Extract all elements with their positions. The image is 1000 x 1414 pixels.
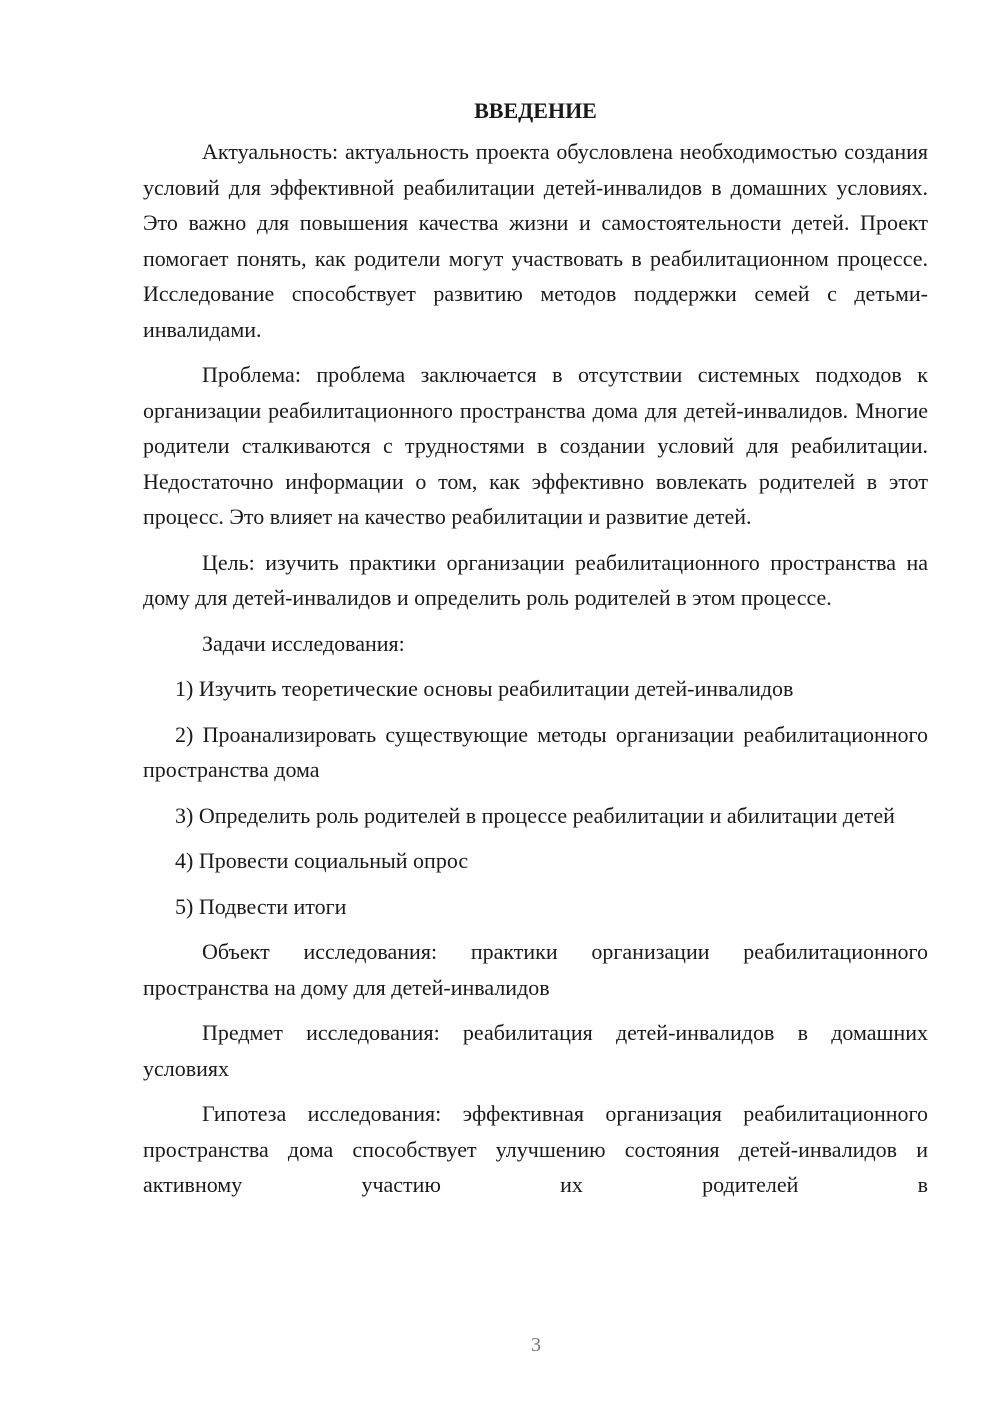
task-item-4: 4) Провести социальный опрос: [175, 848, 469, 873]
page-number: 3: [531, 1334, 541, 1356]
task-item-3: 3) Определить роль родителей в процессе реабилитации и абилитации детей: [175, 802, 895, 828]
task-item-1: 1) Изучить теоретические основы реабилитации детей-инвалидов: [175, 676, 794, 701]
task-item-2: 2) Проанализировать существующие методы организации реабилитационного пространства дома: [143, 721, 928, 782]
paragraph-hypothesis: Гипотеза исследования: эффективная организация реабилитационного пространства дома способствует улучшению состояния детей-инвалидов и активному участию их родителей в: [143, 1101, 928, 1197]
section-title: ВВЕДЕНИЕ: [474, 98, 597, 123]
tasks-heading: Задачи исследования:: [202, 630, 405, 656]
paragraph-goal: Цель: изучить практики организации реабилитационного пространства на дому для детей-инвалидов и определить роль родителей в этом процессе.: [143, 549, 928, 610]
task-item-5: 5) Подвести итоги: [175, 893, 347, 919]
document-page: [143, 96, 928, 1213]
paragraph-problem: Проблема: проблема заключается в отсутствии системных подходов к организации реабилитационного пространства дома для детей-инвалидов. Многие родители сталкиваются с трудностями в создании условий для реабилитации. Недостаточно информации о том, как эффективно вовлекать родителей в этот процесс. Это влияет на качество реабилитации и развитие детей.: [143, 362, 928, 529]
paragraph-subject: Предмет исследования: реабилитация детей-инвалидов в домашних условиях: [143, 1020, 928, 1081]
paragraph-object: Объект исследования: практики организации реабилитационного пространства на дому для детей-инвалидов: [143, 939, 928, 1000]
paragraph-relevance: Актуальность: актуальность проекта обусловлена необходимостью создания условий для эффективной реабилитации детей-инвалидов в домашних условиях. Это важно для повышения качества жизни и самостоятельности детей. Проект помогает понять, как родители могут участвовать в реабилитационном процессе. Исследование способствует развитию методов поддержки семей с детьми-инвалидами.: [143, 139, 928, 342]
